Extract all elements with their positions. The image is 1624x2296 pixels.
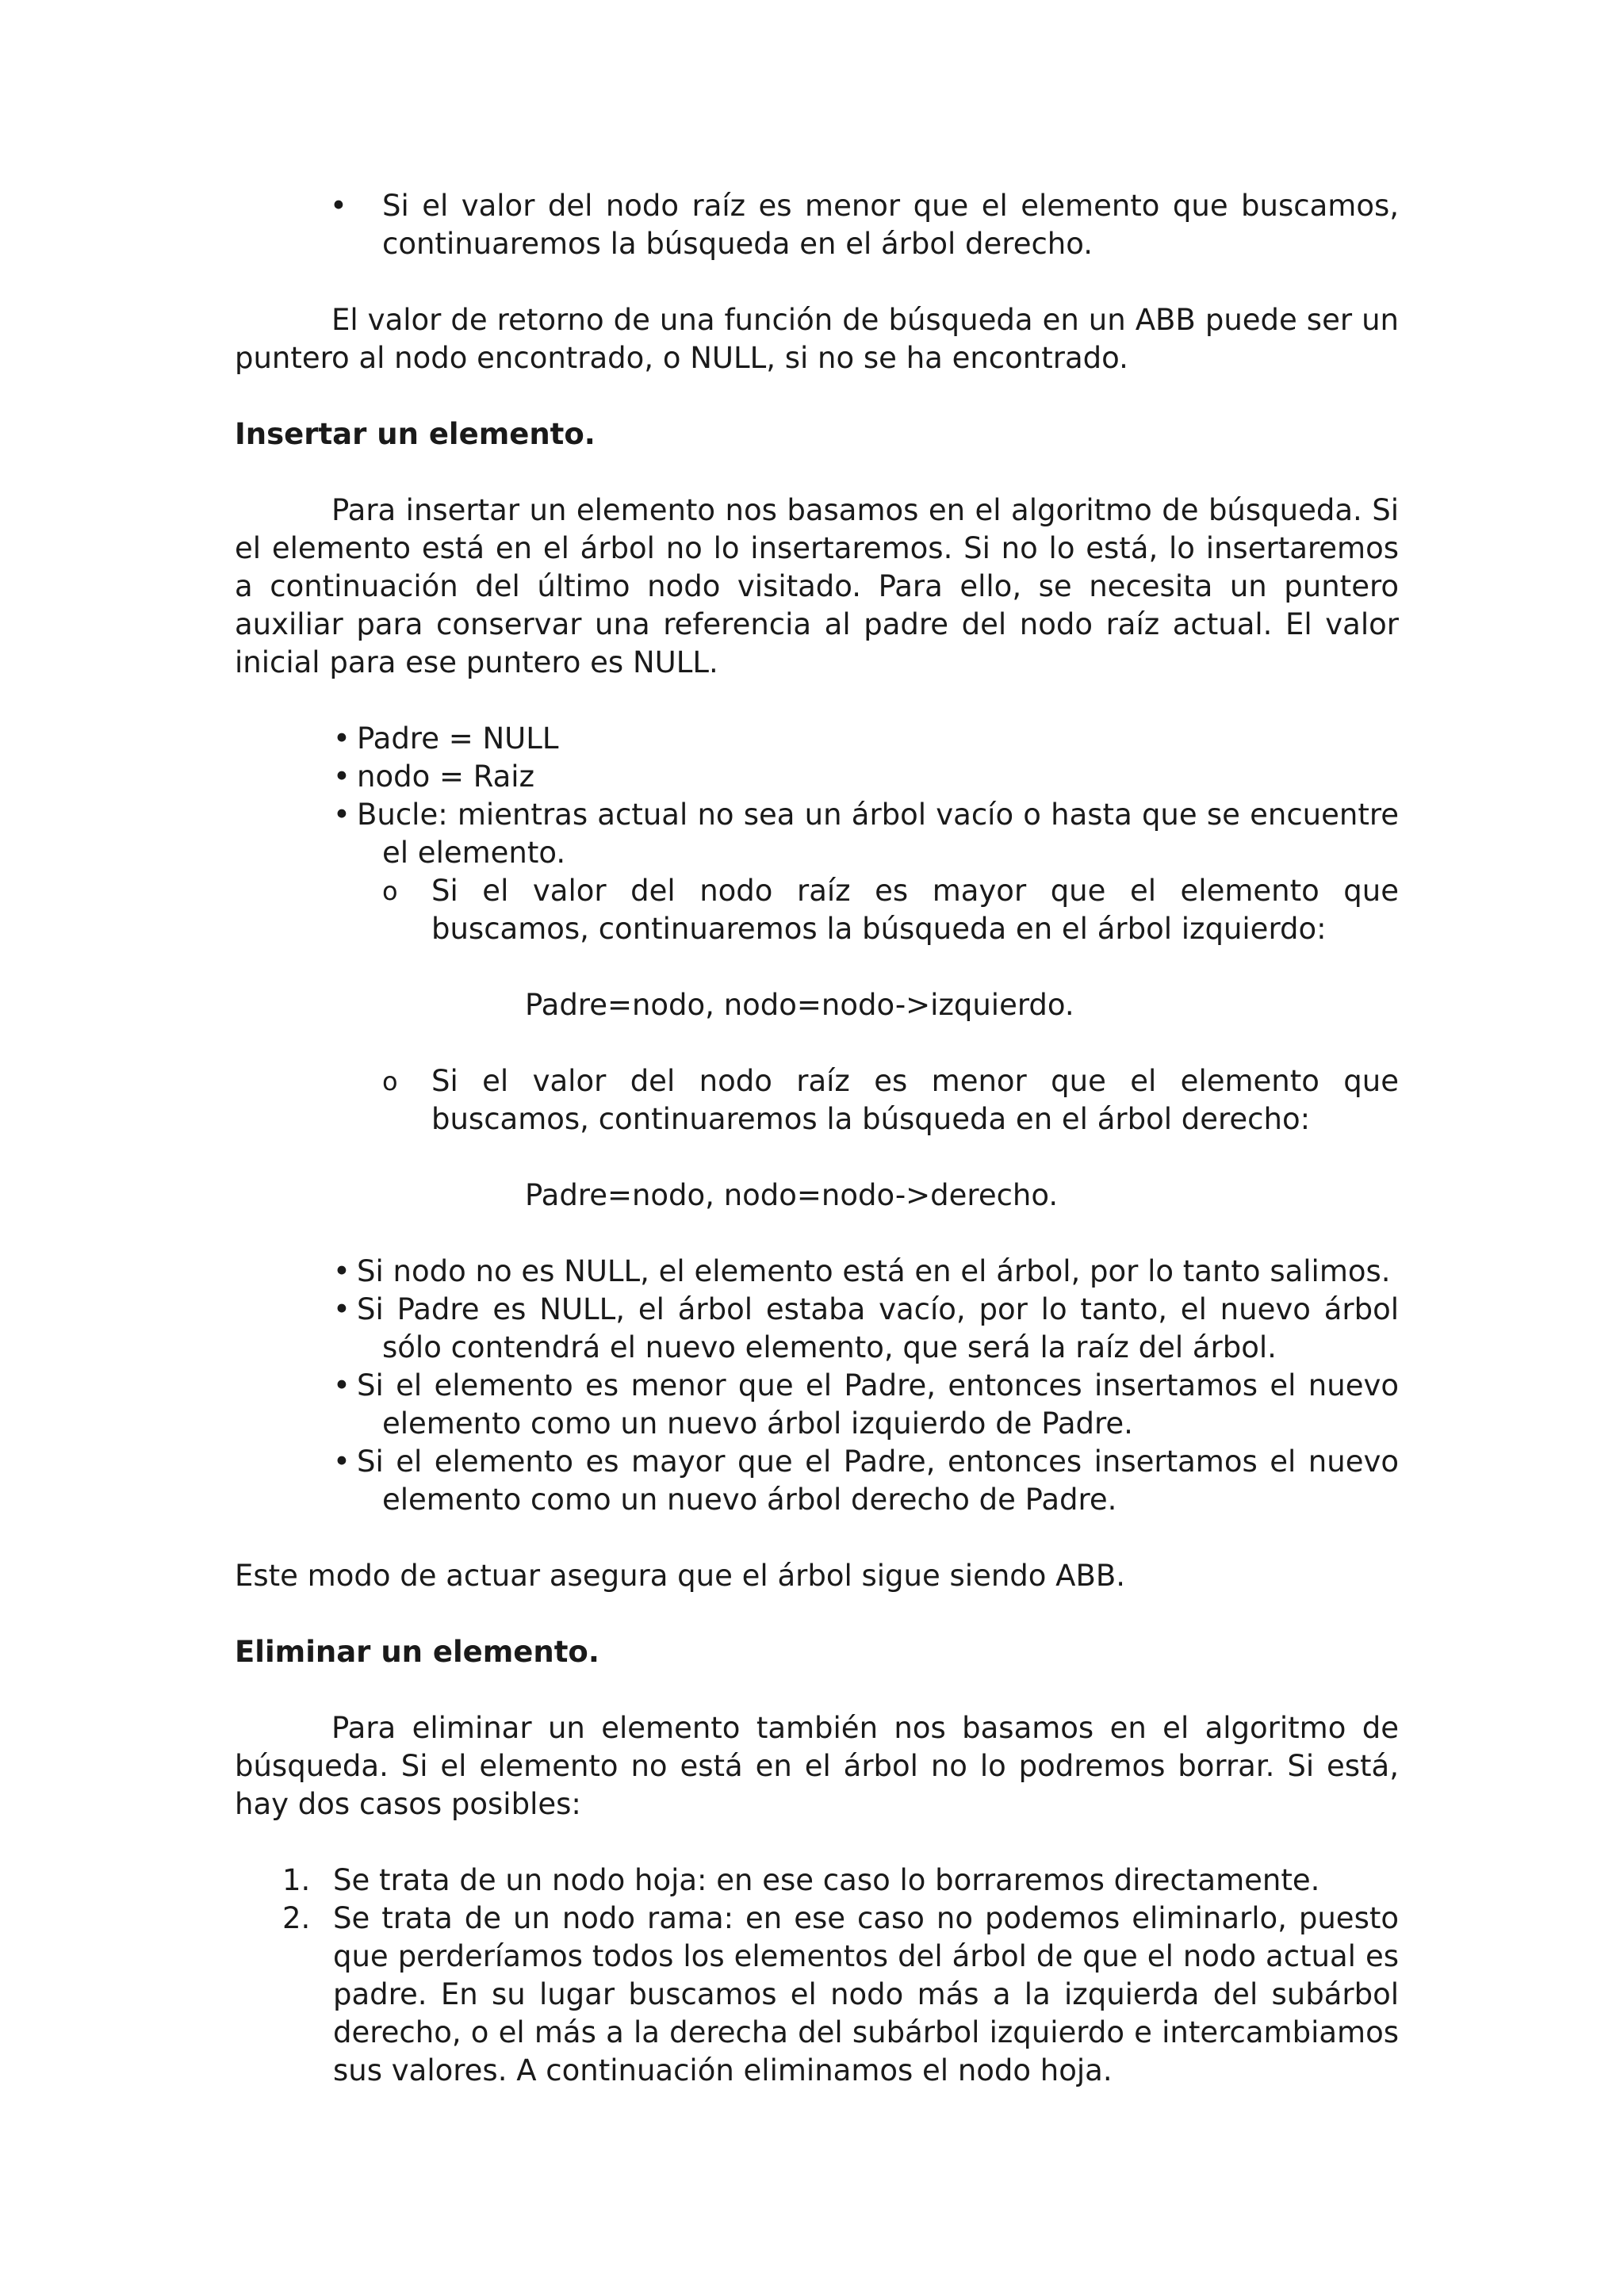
numbered-list-item (235, 1862, 1399, 1900)
bullet-icon: • (333, 760, 350, 794)
list-item (235, 758, 1399, 796)
code-line: Padre=nodo, nodo=nodo->derecho. (525, 1178, 1059, 1212)
bullet-icon: • (333, 1445, 350, 1479)
list-item (235, 1253, 1399, 1291)
list-item-text: Padre = NULL (357, 721, 559, 756)
section-heading: Insertar un elemento. (235, 417, 596, 451)
bullet-list (235, 1253, 1399, 1519)
list-item-text: nodo = Raiz (357, 760, 535, 794)
bullet-icon: • (333, 721, 350, 756)
list-item (235, 1443, 1399, 1519)
list-item-text: Si Padre es NULL, el árbol estaba vacío, por lo tanto, el nuevo árbol sólo contendrá el nuevo elemento, que será la raíz del árbol. (357, 1292, 1399, 1364)
list-item-text: Si el elemento es mayor que el Padre, entonces insertamos el nuevo elemento como un nuevo árbol derecho de Padre. (357, 1445, 1399, 1517)
document-page (235, 187, 1399, 2090)
circle-bullet-icon: o (382, 1066, 398, 1096)
numbered-list-item (235, 1900, 1399, 2090)
section-heading: Eliminar un elemento. (235, 1635, 599, 1669)
bullet-icon: • (330, 189, 347, 223)
list-number: 2. (282, 1901, 311, 1935)
paragraph: El valor de retorno de una función de búsqueda en un ABB puede ser un puntero al nodo encontrado, o NULL, si no se ha encontrado. (235, 303, 1399, 375)
list-item (235, 796, 1399, 872)
sub-list-item-text: Si el valor del nodo raíz es mayor que el elemento que buscamos, continuaremos la búsqueda en el árbol izquierdo: (431, 874, 1399, 946)
paragraph: Este modo de actuar asegura que el árbol sigue siendo ABB. (235, 1559, 1126, 1593)
list-item-text: Bucle: mientras actual no sea un árbol vacío o hasta que se encuentre el elemento. (357, 798, 1399, 870)
list-item (235, 1367, 1399, 1443)
list-item (235, 720, 1399, 758)
list-item-text: Si nodo no es NULL, el elemento está en el árbol, por lo tanto salimos. (357, 1254, 1391, 1288)
list-item-text: Se trata de un nodo rama: en ese caso no podemos eliminarlo, puesto que perderíamos todos los elementos del árbol de que el nodo actual es padre. En su lugar buscamos el nodo más a la izquierda del subárbol derecho, o el más a la derecha del subárbol izquierdo e intercambiamos sus valores. A continuación eliminamos el nodo hoja. (333, 1901, 1399, 2087)
list-item-text: Si el elemento es menor que el Padre, entonces insertamos el nuevo elemento como un nuevo árbol izquierdo de Padre. (357, 1368, 1399, 1441)
circle-bullet-icon: o (382, 876, 398, 906)
bullet-icon: • (333, 1292, 350, 1326)
numbered-list (235, 1862, 1399, 2090)
paragraph: Para eliminar un elemento también nos basamos en el algoritmo de búsqueda. Si el elemento no está en el árbol no lo podremos borrar. Si está, hay dos casos posibles: (235, 1711, 1399, 1821)
list-item (235, 187, 1399, 263)
paragraph: Para insertar un elemento nos basamos en el algoritmo de búsqueda. Si el elemento está en el árbol no lo insertaremos. Si no lo está, lo insertaremos a continuación del último nodo visitado. Para ello, se necesita un puntero auxiliar para conservar una referencia al padre del nodo raíz actual. El valor inicial para ese puntero es NULL. (235, 493, 1399, 679)
bullet-icon: • (333, 1368, 350, 1402)
code-line: Padre=nodo, nodo=nodo->izquierdo. (525, 988, 1074, 1022)
list-item-text: Si el valor del nodo raíz es menor que el elemento que buscamos, continuaremos la búsqueda en el árbol derecho. (382, 189, 1399, 261)
bullet-icon: • (333, 798, 350, 832)
list-number: 1. (282, 1863, 311, 1897)
sub-list-item (235, 872, 1399, 948)
bullet-icon: • (333, 1254, 350, 1288)
list-item-text: Se trata de un nodo hoja: en ese caso lo borraremos directamente. (333, 1863, 1320, 1897)
list-item (235, 1291, 1399, 1367)
sub-list-item-text: Si el valor del nodo raíz es menor que el elemento que buscamos, continuaremos la búsqueda en el árbol derecho: (431, 1064, 1399, 1136)
sub-list-item (235, 1062, 1399, 1138)
bullet-list (235, 720, 1399, 872)
